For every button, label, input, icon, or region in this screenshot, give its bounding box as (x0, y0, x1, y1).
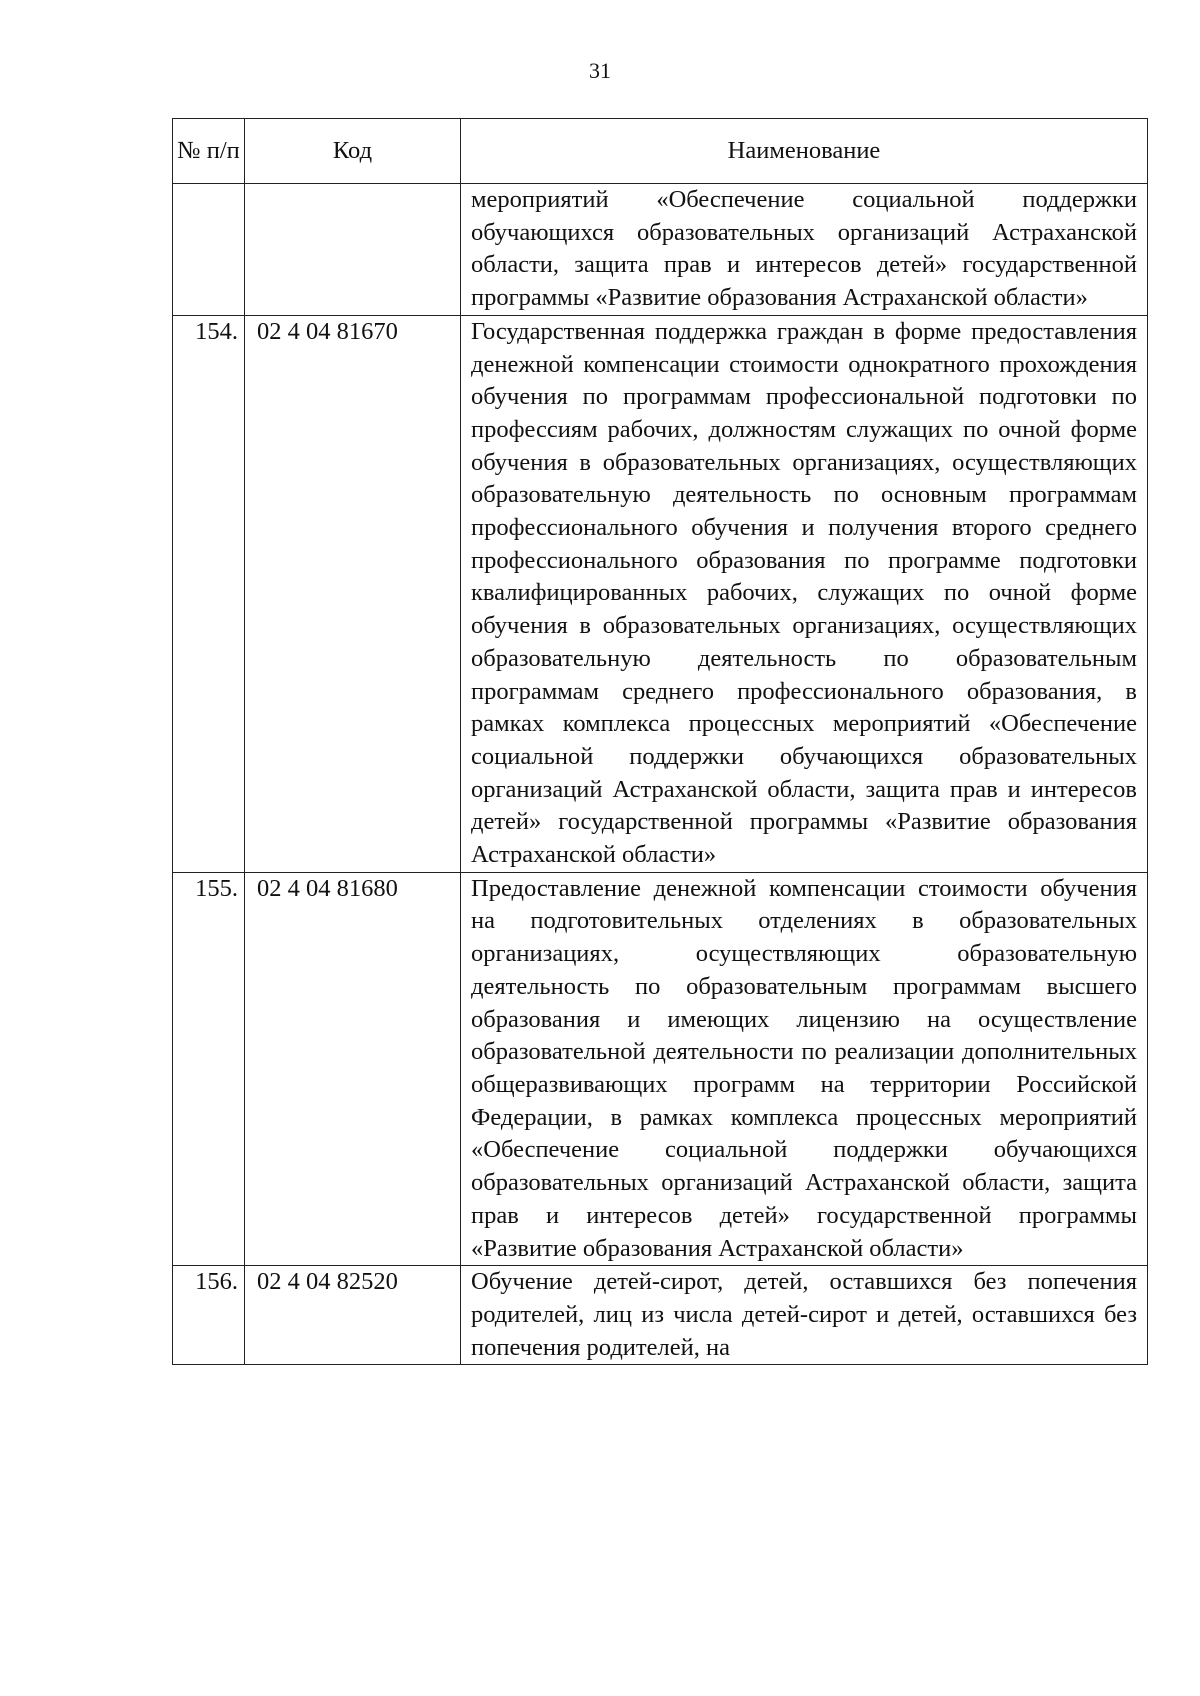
row-name-cell (461, 1266, 1148, 1365)
row-code: 02 4 04 81680 (245, 872, 461, 1265)
row-code: 02 4 04 82520 (245, 1266, 461, 1365)
classification-table (172, 118, 1148, 1365)
row-num: 155. (173, 872, 245, 1265)
row-num (173, 184, 245, 316)
row-name: Предоставление денежной компенсации стоимости обучения на подготовительных отделениях в образовательных организациях, осуществляющих образовательную деятельность по образовательным программам высшего образования и имеющих лицензию на осуществление образовательной деятельности по реализации дополнительных общеразвивающих программ на территории Российской Федерации, в рамках комплекса процессных мероприятий «Обеспечение социальной поддержки обучающихся образовательных организаций Астраханской области, защита прав и интересов детей» государственной программы «Развитие образования Астраханской области» (461, 872, 1148, 1265)
table-row (173, 1266, 1148, 1365)
header-num: № п/п (173, 119, 245, 184)
header-name: Наименование (461, 119, 1148, 184)
row-name: мероприятий «Обеспечение социальной поддержки обучающихся образовательных организаций Астраханской области, защита прав и интересов детей» государственной программы «Развитие образования Астраханской области» (461, 184, 1148, 316)
table-header-row (173, 119, 1148, 184)
table-row (173, 184, 1148, 316)
row-name: Обучение детей-сирот, детей, оставшихся без попечения родителей, лиц из числа детей-сирот и детей, оставшихся без попечения родителей, на (471, 1268, 1137, 1361)
row-code (245, 184, 461, 316)
row-num: 154. (173, 315, 245, 872)
row-code: 02 4 04 81670 (245, 315, 461, 872)
header-code: Код (245, 119, 461, 184)
table-row (173, 315, 1148, 872)
row-name: Государственная поддержка граждан в форме предоставления денежной компенсации стоимости однократного прохождения обучения по программам профессиональной подготовки по профессиям рабочих, должностям служащих по очной форме обучения в образовательных организациях, осуществляющих образовательную деятельность по основным программам профессионального обучения и получения второго среднего профессионального образования по программе подготовки квалифицированных рабочих, служащих по очной форме обучения в образовательных организациях, осуществляющих образовательную деятельность по образовательным программам среднего профессионального образования, в рамках комплекса процессных мероприятий «Обеспечение социальной поддержки обучающихся образовательных организаций Астраханской области, защита прав и интересов детей» государственной программы «Развитие образования Астраханской области» (461, 315, 1148, 872)
page-number: 31 (589, 58, 611, 83)
row-num: 156. (173, 1266, 245, 1365)
table-row (173, 872, 1148, 1265)
